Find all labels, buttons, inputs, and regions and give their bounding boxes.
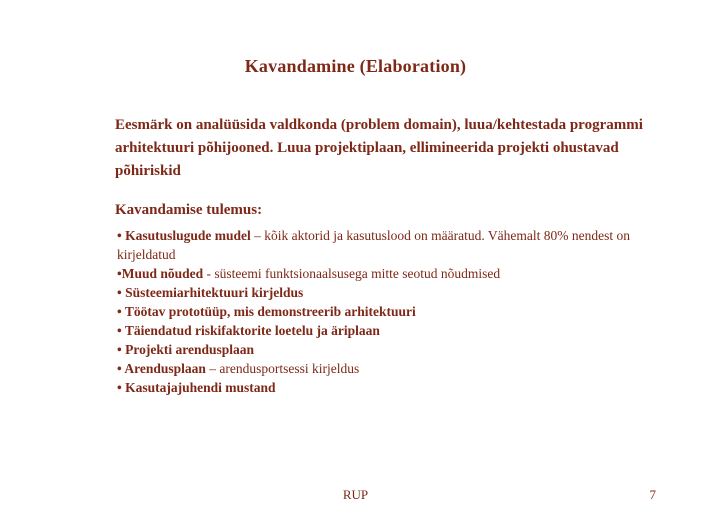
list-item [117, 264, 657, 283]
list-item [117, 340, 657, 359]
intro-paragraph: Eesmärk on analüüsida valdkonda (problem domain), luua/kehtestada programmi arhitektuuri põhijooned. Luua projektiplaan, ellimineerida projekti ohustavad põhiriskid [115, 117, 643, 179]
page-number: 7 [649, 487, 656, 502]
bullet-text-bold: •Muud nõuded [117, 266, 204, 281]
bullet-text-regular: - süsteemi funktsionaalsusega mitte seotud nõudmised [203, 266, 501, 281]
bullet-text-regular: – kõik aktorid ja kasutuslood on määratud. Vähemalt 80% nendest on kirjeldatud [117, 228, 630, 262]
footer-label: RUP [342, 487, 369, 502]
list-item [117, 321, 657, 340]
list-item [117, 226, 657, 264]
results-heading: Kavandamise tulemus: [115, 202, 263, 218]
list-item [117, 302, 657, 321]
bullet-text-bold: • Arendusplaan [117, 361, 206, 376]
list-item [117, 378, 657, 397]
bullet-text-bold: • Süsteemiarhitektuuri kirjeldus [117, 285, 304, 300]
slide-title: Kavandamine (Elaboration) [244, 56, 467, 76]
list-item [117, 283, 657, 302]
bullet-text-bold: • Töötav prototüüp, mis demonstreerib arhitektuuri [117, 304, 416, 319]
bullet-text-bold: • Täiendatud riskifaktorite loetelu ja äriplaan [117, 323, 380, 338]
bullet-text-bold: • Kasutajajuhendi mustand [117, 380, 276, 395]
bullet-text-regular: – arendusportsessi kirjeldus [205, 361, 360, 376]
bullet-list [117, 226, 657, 397]
bullet-text-bold: • Projekti arendusplaan [117, 342, 254, 357]
list-item [117, 359, 657, 378]
bullet-text-bold: • Kasutuslugude mudel [117, 228, 251, 243]
